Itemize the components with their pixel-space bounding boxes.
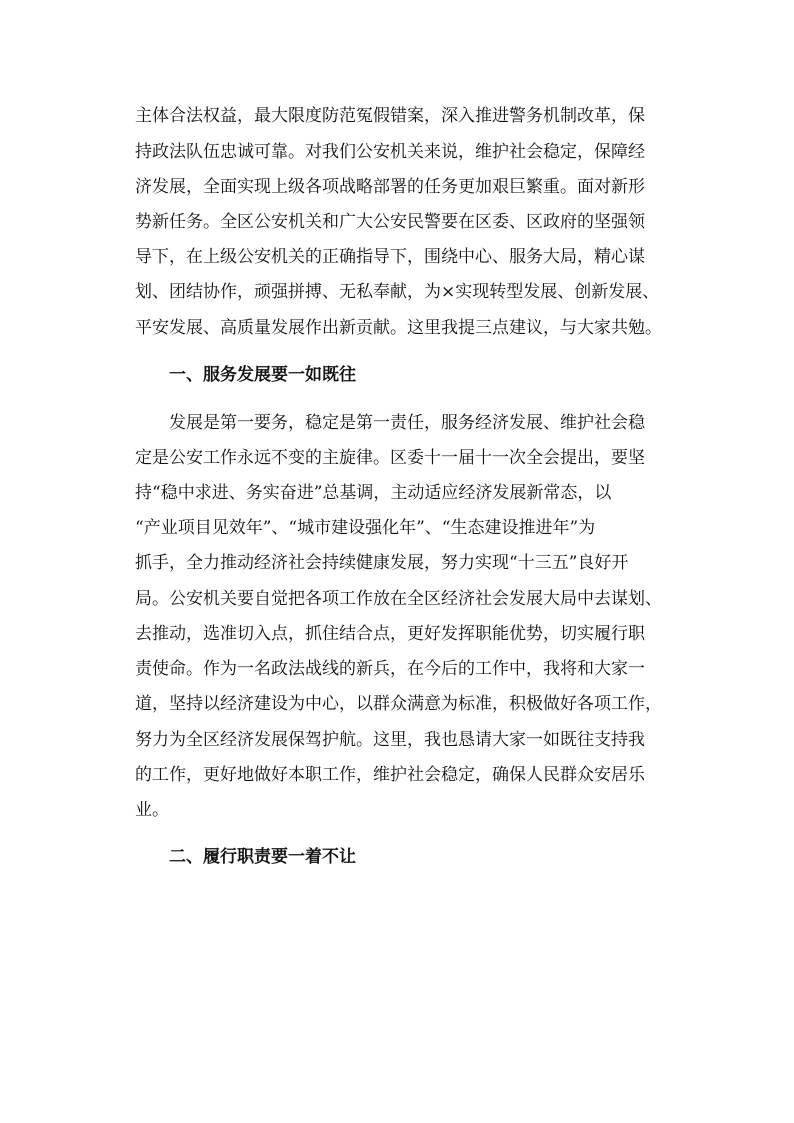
paragraph-1-line-6: 划、团结协作，顽强拼搏、无私奉献，为×实现转型发展、创新发展、 <box>135 282 660 302</box>
paragraph-2-line-2: 定是公安工作永远不变的主旋律。区委十一届十一次全会提出，要坚 <box>135 448 645 468</box>
section-heading-1: 一、服务发展要一如既往 <box>169 365 356 385</box>
paragraph-1-line-4: 势新任务。全区公安机关和广大公安民警要在区委、区政府的坚强领 <box>135 212 645 232</box>
paragraph-2-line-6: 局。公安机关要自觉把各项工作放在全区经济社会发展大局中去谋划、 <box>135 589 662 609</box>
paragraph-2-line-5: 抓手，全力推动经济社会持续健康发展，努力实现“十三五”良好开 <box>135 553 629 573</box>
paragraph-1-line-7: 平安发展、高质量发展作出新贡献。这里我提三点建议，与大家共勉。 <box>135 318 662 338</box>
paragraph-2-line-10: 努力为全区经济发展保驾护航。这里，我也恳请大家一如既往支持我 <box>135 730 645 750</box>
paragraph-2-line-1: 发展是第一要务，稳定是第一责任，服务经济发展、维护社会稳 <box>169 413 645 433</box>
paragraph-1-line-2: 持政法队伍忠诚可靠。对我们公安机关来说，维护社会稳定，保障经 <box>135 142 645 162</box>
paragraph-2-line-3: 持“稳中求进、务实奋进”总基调，主动适应经济发展新常态，以 <box>135 483 612 503</box>
paragraph-1-line-5: 导下，在上级公安机关的正确指导下，围绕中心、服务大局，精心谋 <box>135 247 645 267</box>
paragraph-1-line-3: 济发展，全面实现上级各项战略部署的任务更加艰巨繁重。面对新形 <box>135 177 645 197</box>
paragraph-2-line-12: 业。 <box>135 800 169 820</box>
paragraph-2-line-9: 道，坚持以经济建设为中心，以群众满意为标准，积极做好各项工作， <box>135 694 662 714</box>
paragraph-2-line-11: 的工作，更好地做好本职工作，维护社会稳定，确保人民群众安居乐 <box>135 765 645 785</box>
paragraph-2-line-8: 责使命。作为一名政法战线的新兵，在今后的工作中，我将和大家一 <box>135 659 645 679</box>
paragraph-1-line-1: 主体合法权益，最大限度防范冤假错案，深入推进警务机制改革，保 <box>135 106 645 126</box>
section-heading-2: 二、履行职责要一着不让 <box>169 847 356 867</box>
paragraph-2-line-4: “产业项目见效年”、“城市建设强化年”、“生态建设推进年”为 <box>135 518 596 538</box>
paragraph-2-line-7: 去推动，选准切入点，抓住结合点，更好发挥职能优势，切实履行职 <box>135 624 645 644</box>
